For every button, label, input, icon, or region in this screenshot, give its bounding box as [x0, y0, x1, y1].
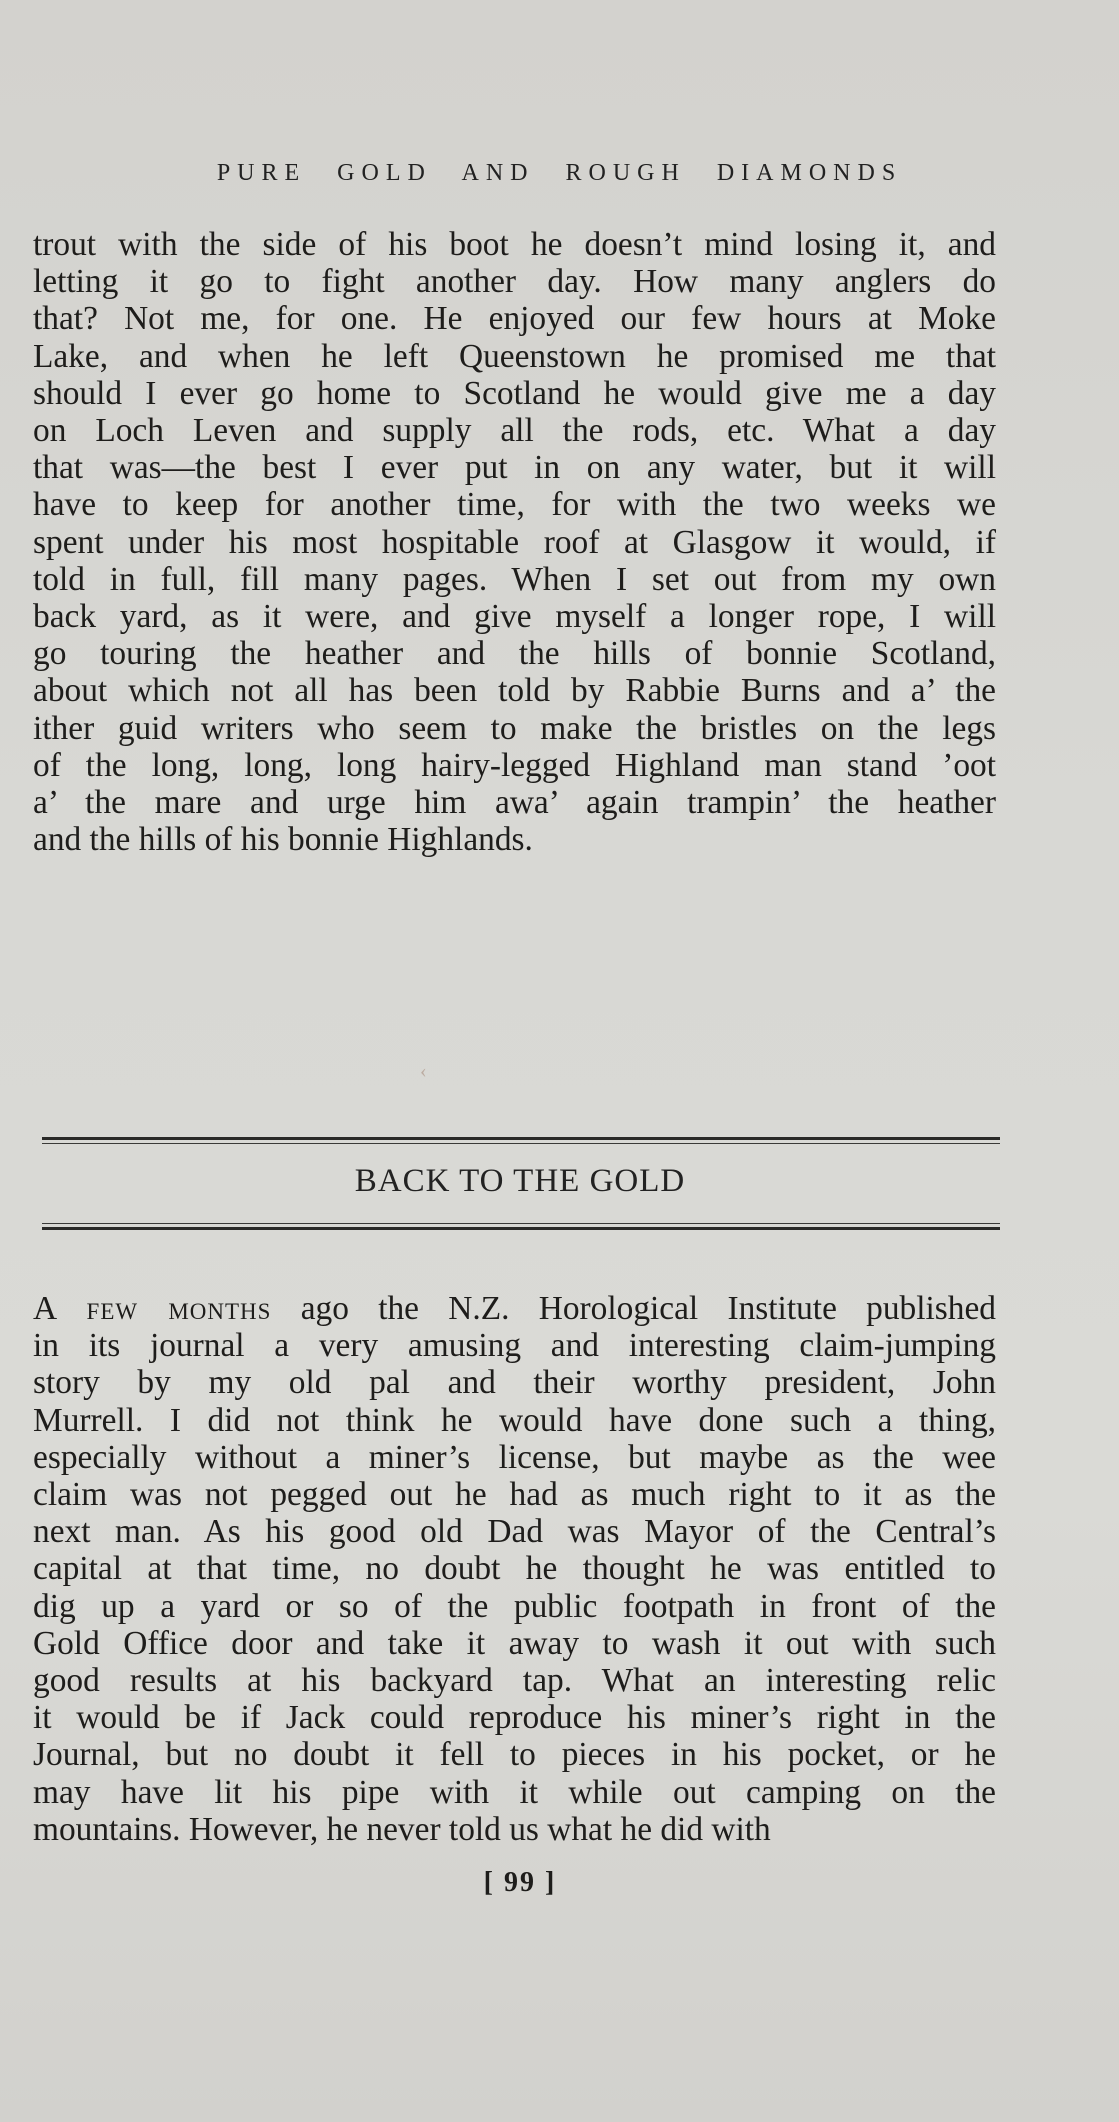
text-line: Gold Office door and take it away to wash it out with such	[33, 1624, 996, 1662]
text-line: go touring the heather and the hills of bonnie Scotland,	[33, 635, 996, 673]
text-line: in its journal a very amusing and interesting claim-jumping	[33, 1327, 996, 1365]
text-line: have to keep for another time, for with the two weeks we	[33, 486, 996, 524]
previous-chapter-text	[33, 226, 996, 858]
text-line: told in full, fill many pages. When I set out from my own	[33, 560, 996, 598]
text-line: Journal, but no doubt it fell to pieces in his pocket, or he	[33, 1736, 996, 1774]
text-line: mountains. However, he never told us what he did with	[33, 1810, 771, 1848]
chapter-rule-bottom	[42, 1223, 1000, 1230]
text-line: of the long, long, long hairy-legged Highland man stand ’oot	[33, 746, 996, 784]
text-line: about which not all has been told by Rabbie Burns and a’ the	[33, 672, 996, 710]
page-number: [ 99 ]	[483, 1867, 557, 1898]
text-line: dig up a yard or so of the public footpath in front of the	[33, 1587, 996, 1625]
text-line: especially without a miner’s license, but maybe as the wee	[33, 1438, 996, 1476]
text-line: back yard, as it were, and give myself a longer rope, I will	[33, 598, 996, 636]
running-head: PURE GOLD AND ROUGH DIAMONDS	[216, 160, 903, 186]
text-line: on Loch Leven and supply all the rods, etc. What a day	[33, 412, 996, 450]
chapter-rule-top	[42, 1137, 1000, 1144]
text-line: that? Not me, for one. He enjoyed our few hours at Moke	[33, 300, 996, 338]
text-line: Lake, and when he left Queenstown he promised me that	[33, 337, 996, 375]
text-line: should I ever go home to Scotland he would give me a day	[33, 374, 996, 412]
chapter-title: BACK TO THE GOLD	[354, 1163, 686, 1199]
text-line: it would be if Jack could reproduce his miner’s right in the	[33, 1699, 996, 1737]
text-line: letting it go to fight another day. How many anglers do	[33, 263, 996, 301]
text-line: and the hills of his bonnie Highlands.	[33, 821, 533, 859]
text-line: claim was not pegged out he had as much right to it as the	[33, 1476, 996, 1514]
text-line: capital at that time, no doubt he thought he was entitled to	[33, 1550, 996, 1588]
chapter-text	[33, 1290, 996, 1848]
text-line: ither guid writers who seem to make the bristles on the legs	[33, 709, 996, 747]
text-line: Murrell. I did not think he would have done such a thing,	[33, 1401, 996, 1439]
pencil-mark-icon: ‹	[420, 1060, 427, 1082]
text-line: trout with the side of his boot he doesn’t mind losing it, and	[33, 226, 996, 263]
opening-small-caps: A few months	[33, 1290, 272, 1327]
text-line: next man. As his good old Dad was Mayor of the Central’s	[33, 1513, 996, 1551]
text-line: spent under his most hospitable roof at Glasgow it would, if	[33, 523, 996, 561]
text-line: A few months ago the N.Z. Horological Institute published	[33, 1290, 996, 1327]
text-line: a’ the mare and urge him awa’ again trampin’ the heather	[33, 784, 996, 822]
text-line: story by my old pal and their worthy president, John	[33, 1364, 996, 1402]
text-line: good results at his backyard tap. What an interesting relic	[33, 1662, 996, 1700]
text-line: that was—the best I ever put in on any water, but it will	[33, 449, 996, 487]
text-line: may have lit his pipe with it while out camping on the	[33, 1773, 996, 1811]
